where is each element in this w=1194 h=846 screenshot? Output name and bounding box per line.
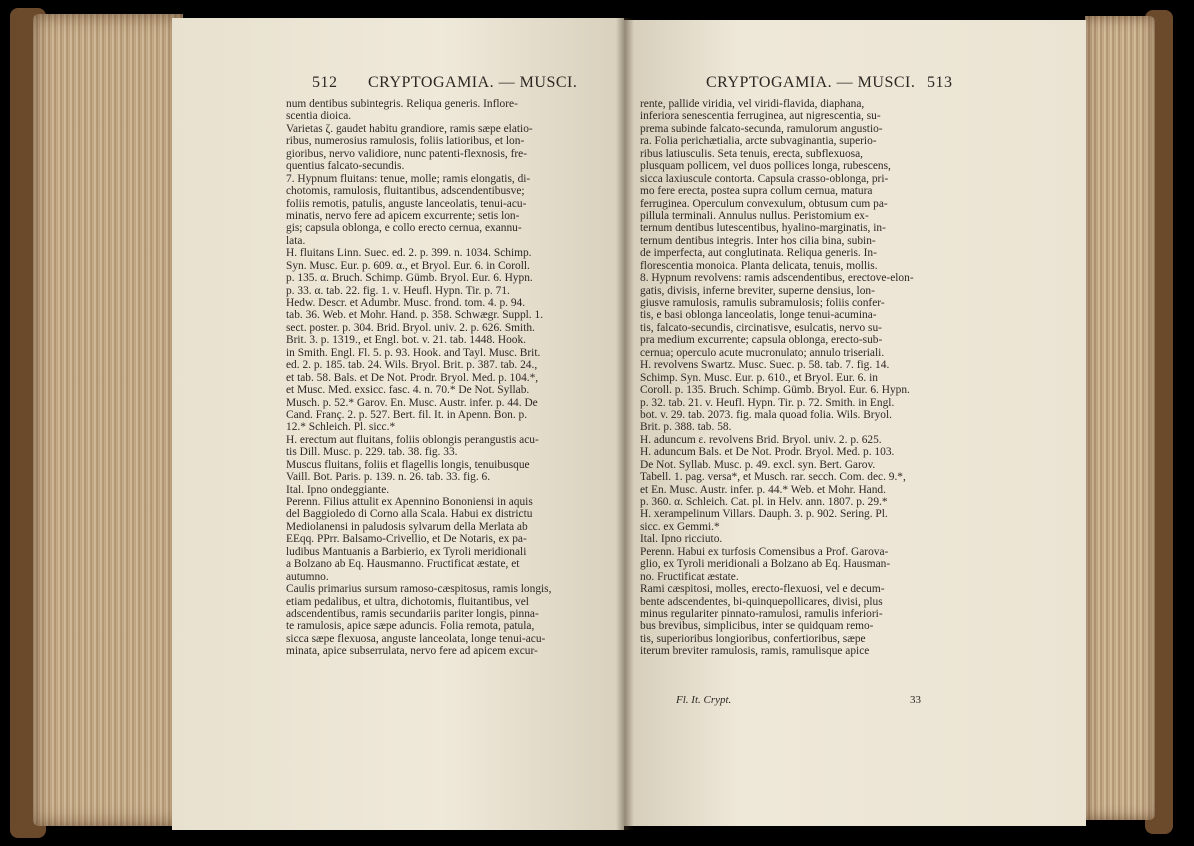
right-text-line: inferiora senescentia ferruginea, aut nigrescentia, su-	[640, 110, 881, 123]
left-text-line: Caulis primarius sursum ramoso-cæspitosus, ramis longis,	[286, 583, 552, 596]
right-text-line: Rami cæspitosi, molles, erecto-flexuosi, vel e decum-	[640, 583, 885, 596]
page-edges-left	[33, 14, 183, 826]
left-text-line: Muscus fluitans, foliis et flagellis longis, tenuibusque	[286, 458, 530, 471]
right-text-line: sicc. ex Gemmi.*	[640, 520, 720, 533]
left-text-line: Hedw. Descr. et Adumbr. Musc. frond. tom. 4. p. 94.	[286, 297, 526, 309]
left-text-line: H. fluitans Linn. Suec. ed. 2. p. 399. n. 1034. Schimp.	[286, 247, 532, 260]
left-text-line: a Bolzano ab Eq. Hausmanno. Fructificat æstate, et	[286, 558, 520, 571]
right-text-line: H. xerampelinum Villars. Dauph. 3. p. 902. Sering. Pl.	[640, 508, 888, 521]
right-text-line: bus brevibus, simplicibus, inter se quidquam remo-	[640, 620, 874, 633]
right-text-line: prema subinde falcato-secunda, ramulorum angustio-	[640, 122, 883, 135]
right-text-line: Ital. Ipno ricciuto.	[640, 533, 723, 546]
left-text-line: sect. poster. p. 304. Brid. Bryol. univ. 2. p. 626. Smith.	[286, 321, 535, 334]
left-text-line: scentia dioica.	[286, 110, 352, 123]
right-text-line: pra medium excurrente; capsula oblonga, erecto-sub-	[640, 334, 883, 347]
right-text-line: Coroll. p. 135. Bruch. Schimp. Gümb. Bryol. Eur. 6. Hypn.	[640, 384, 910, 397]
left-text-line: minatis, nervo fere ad apicem excurrente; setis lon-	[286, 209, 520, 222]
right-text-line: ferruginea. Operculum convexulum, obtusum cum pa-	[640, 197, 888, 210]
right-text-line: de imperfecta, aut conglutinata. Reliqua generis. In-	[640, 247, 877, 260]
left-text-line: in Smith. Engl. Fl. 5. p. 93. Hook. and Tayl. Musc. Brit.	[286, 346, 541, 359]
book-gutter	[616, 18, 634, 830]
right-text-line: Perenn. Habui ex turfosis Comensibus a Prof. Garova-	[640, 545, 889, 558]
left-page-text	[286, 98, 551, 658]
right-text-line: iterum breviter ramulosis, ramis, ramulisque apice	[640, 645, 870, 658]
right-text-line: pillula terminali. Annulus nullus. Peristomium ex-	[640, 209, 869, 222]
right-text-line: ternum dentibus lutescentibus, hyalino-marginatis, in-	[640, 222, 886, 235]
right-text-line: Tabell. 1. pag. versa*, et Musch. rar. secch. Com. dec. 9.*,	[640, 471, 906, 484]
left-text-line: chotomis, ramulosis, fluitantibus, adscendentibusve;	[286, 185, 525, 198]
left-text-line: foliis remotis, patulis, anguste lanceolatis, tenui-acu-	[286, 197, 527, 210]
left-text-line: H. erectum aut fluitans, foliis oblongis perangustis acu-	[286, 433, 539, 446]
left-text-line: Musch. p. 52.* Garov. En. Musc. Austr. infer. p. 44. De	[286, 396, 538, 409]
right-text-line: 8. Hypnum revolvens: ramis adscendentibus, erectove-elon-	[640, 272, 914, 285]
left-text-line: ludibus Mantuanis a Barbierio, ex Tyroli meridionali	[286, 545, 527, 558]
left-text-line: Perenn. Filius attulit ex Apennino Bononiensi in aquis	[286, 496, 533, 508]
left-text-line: p. 33. α. tab. 22. fig. 1. v. Heufl. Hypn. Tir. p. 71.	[286, 284, 510, 297]
left-text-line: 7. Hypnum fluitans: tenue, molle; ramis elongatis, di-	[286, 172, 531, 185]
left-text-line: Mediolanensi in paludosis sylvarum della Merlata ab	[286, 520, 528, 533]
right-text-line: giusve ramulosis, ramulis subramulosis; foliis confer-	[640, 297, 885, 309]
left-text-line: Brit. 3. p. 1319., et Engl. bot. v. 21. tab. 1448. Hook.	[286, 334, 527, 347]
left-text-line: Varietas ζ. gaudet habitu grandiore, ramis sæpe elatio-	[286, 122, 533, 135]
right-text-line: cernua; operculo acute mucronulato; annulo triseriali.	[640, 346, 885, 359]
right-text-line: Schimp. Syn. Musc. Eur. p. 610., et Bryol. Eur. 6. in	[640, 371, 878, 384]
left-text-line: tis Dill. Musc. p. 229. tab. 38. fig. 33.	[286, 446, 458, 459]
right-text-line: p. 360. α. Schleich. Cat. pl. in Helv. ann. 1807. p. 29.*	[640, 496, 888, 508]
right-text-line: plusquam pollicem, vel duos pollices longa, rubescens,	[640, 160, 891, 173]
right-running-head: CRYPTOGAMIA. — MUSCI.	[706, 74, 916, 91]
right-text-line: et En. Musc. Austr. infer. p. 44.* Web. et Mohr. Hand.	[640, 483, 886, 496]
right-page-number: 513	[927, 74, 953, 91]
right-text-line: tis, superioribus longioribus, confertioribus, sæpe	[640, 632, 866, 645]
left-text-line: 12.* Schleich. Pl. sicc.*	[286, 421, 396, 434]
right-text-line: gatis, divisis, inferne breviter, superne densius, lon-	[640, 284, 875, 297]
right-text-line: rente, pallide viridia, vel viridi-flavida, diaphana,	[640, 98, 865, 110]
right-text-line: p. 32. tab. 21. v. Heufl. Hypn. Tir. p. 72. Smith. in Engl.	[640, 396, 895, 409]
left-text-line: et Musc. Med. exsicc. fasc. 4. n. 70.* De Not. Syllab.	[286, 384, 530, 397]
signature-mark: Fl. It. Crypt.	[676, 694, 732, 706]
right-text-line: mo fere erecta, postea supra collum cernua, matura	[640, 185, 873, 198]
right-text-line: tis, falcato-secundis, circinatisve, esulcatis, nervo su-	[640, 321, 882, 334]
signature-number: 33	[910, 694, 921, 706]
left-text-line: adscendentibus, ramis secundariis pariter longis, pinna-	[286, 607, 539, 620]
page-edges-right	[1085, 16, 1155, 820]
left-running-head: CRYPTOGAMIA. — MUSCI.	[368, 74, 578, 91]
left-text-line: ribus, numerosius ramulosis, foliis latioribus, et lon-	[286, 135, 525, 148]
right-text-line: De Not. Syllab. Musc. p. 49. excl. syn. Bert. Garov.	[640, 458, 876, 471]
left-text-line: sicca sæpe flexuosa, anguste lanceolata, longe tenui-acu-	[286, 632, 546, 645]
left-page-number: 512	[312, 74, 338, 91]
left-text-line: et tab. 58. Bals. et De Not. Prodr. Bryol. Med. p. 104.*,	[286, 371, 539, 384]
right-text-line: H. aduncum ε. revolvens Brid. Bryol. univ. 2. p. 625.	[640, 433, 882, 446]
left-text-line: gis; capsula oblonga, e collo erecto cernua, exannu-	[286, 222, 522, 235]
right-text-line: bente adscendentes, bi-quinquepollicares, divisi, plus	[640, 595, 883, 608]
right-text-line: H. aduncum Bals. et De Not. Prodr. Bryol. Med. p. 103.	[640, 446, 895, 459]
left-text-line: tab. 36. Web. et Mohr. Hand. p. 358. Schwægr. Suppl. 1.	[286, 309, 544, 322]
left-text-line: num dentibus subintegris. Reliqua generis. Inflore-	[286, 98, 518, 110]
left-text-line: Vaill. Bot. Paris. p. 139. n. 26. tab. 33. fig. 6.	[286, 471, 491, 484]
left-text-line: EEqq. PPrr. Balsamo-Crivellio, et De Notaris, ex pa-	[286, 533, 527, 546]
left-text-line: del Baggioledo di Corno alla Scala. Habui ex districtu	[286, 508, 533, 521]
right-text-line: glio, ex Tyroli meridionali a Bolzano ab Eq. Hausman-	[640, 558, 891, 571]
left-text-line: ed. 2. p. 185. tab. 24. Wils. Bryol. Brit. p. 387. tab. 24.,	[286, 359, 538, 372]
right-text-line: no. Fructificat æstate.	[640, 570, 739, 583]
right-page-text	[640, 98, 914, 658]
left-text-line: quentius falcato-secundis.	[286, 160, 405, 173]
left-text-line: Cand. Franç. 2. p. 527. Bert. fil. It. in Apenn. Bon. p.	[286, 408, 528, 421]
right-text-line: tis, e basi oblonga lanceolatis, longe tenui-acumina-	[640, 309, 877, 322]
right-text-line: florescentia monoica. Planta delicata, tenuis, mollis.	[640, 259, 878, 272]
left-text-line: etiam pedalibus, et ultra, dichotomis, fluitantibus, vel	[286, 595, 529, 608]
left-text-line: te ramulosis, apice sæpe aduncis. Folia remota, patula,	[286, 620, 535, 633]
right-text-line: ribus latiusculis. Seta tenuis, erecta, subflexuosa,	[640, 147, 864, 160]
right-text-line: minus regulariter pinnato-ramulosi, ramulis inferiori-	[640, 607, 883, 620]
left-text-line: gioribus, nervo validiore, nunc patenti-flexnosis, fre-	[286, 147, 528, 160]
left-text-line: Syn. Musc. Eur. p. 609. α., et Bryol. Eur. 6. in Coroll.	[286, 259, 530, 272]
left-text-line: p. 135. α. Bruch. Schimp. Gümb. Bryol. Eur. 6. Hypn.	[286, 272, 533, 285]
left-text-line: lata.	[286, 234, 306, 247]
right-text-line: bot. v. 29. tab. 2073. fig. mala quoad folia. Wils. Bryol.	[640, 408, 892, 421]
left-text-line: autumno.	[286, 570, 329, 583]
right-text-line: Brit. p. 388. tab. 58.	[640, 421, 732, 434]
right-text-line: ternum dentibus integris. Inter hos cilia bina, subin-	[640, 234, 876, 247]
right-text-line: ra. Folia perichætialia, arcte subvaginantia, superio-	[640, 135, 877, 148]
left-text-line: Ital. Ipno ondeggiante.	[286, 483, 390, 496]
right-text-line: sicca laxiuscule contorta. Capsula crasso-oblonga, pri-	[640, 172, 889, 185]
left-text-line: minata, apice subserrulata, nervo fere ad apicem excur-	[286, 645, 538, 658]
right-text-line: H. revolvens Swartz. Musc. Suec. p. 58. tab. 7. fig. 14.	[640, 359, 890, 372]
